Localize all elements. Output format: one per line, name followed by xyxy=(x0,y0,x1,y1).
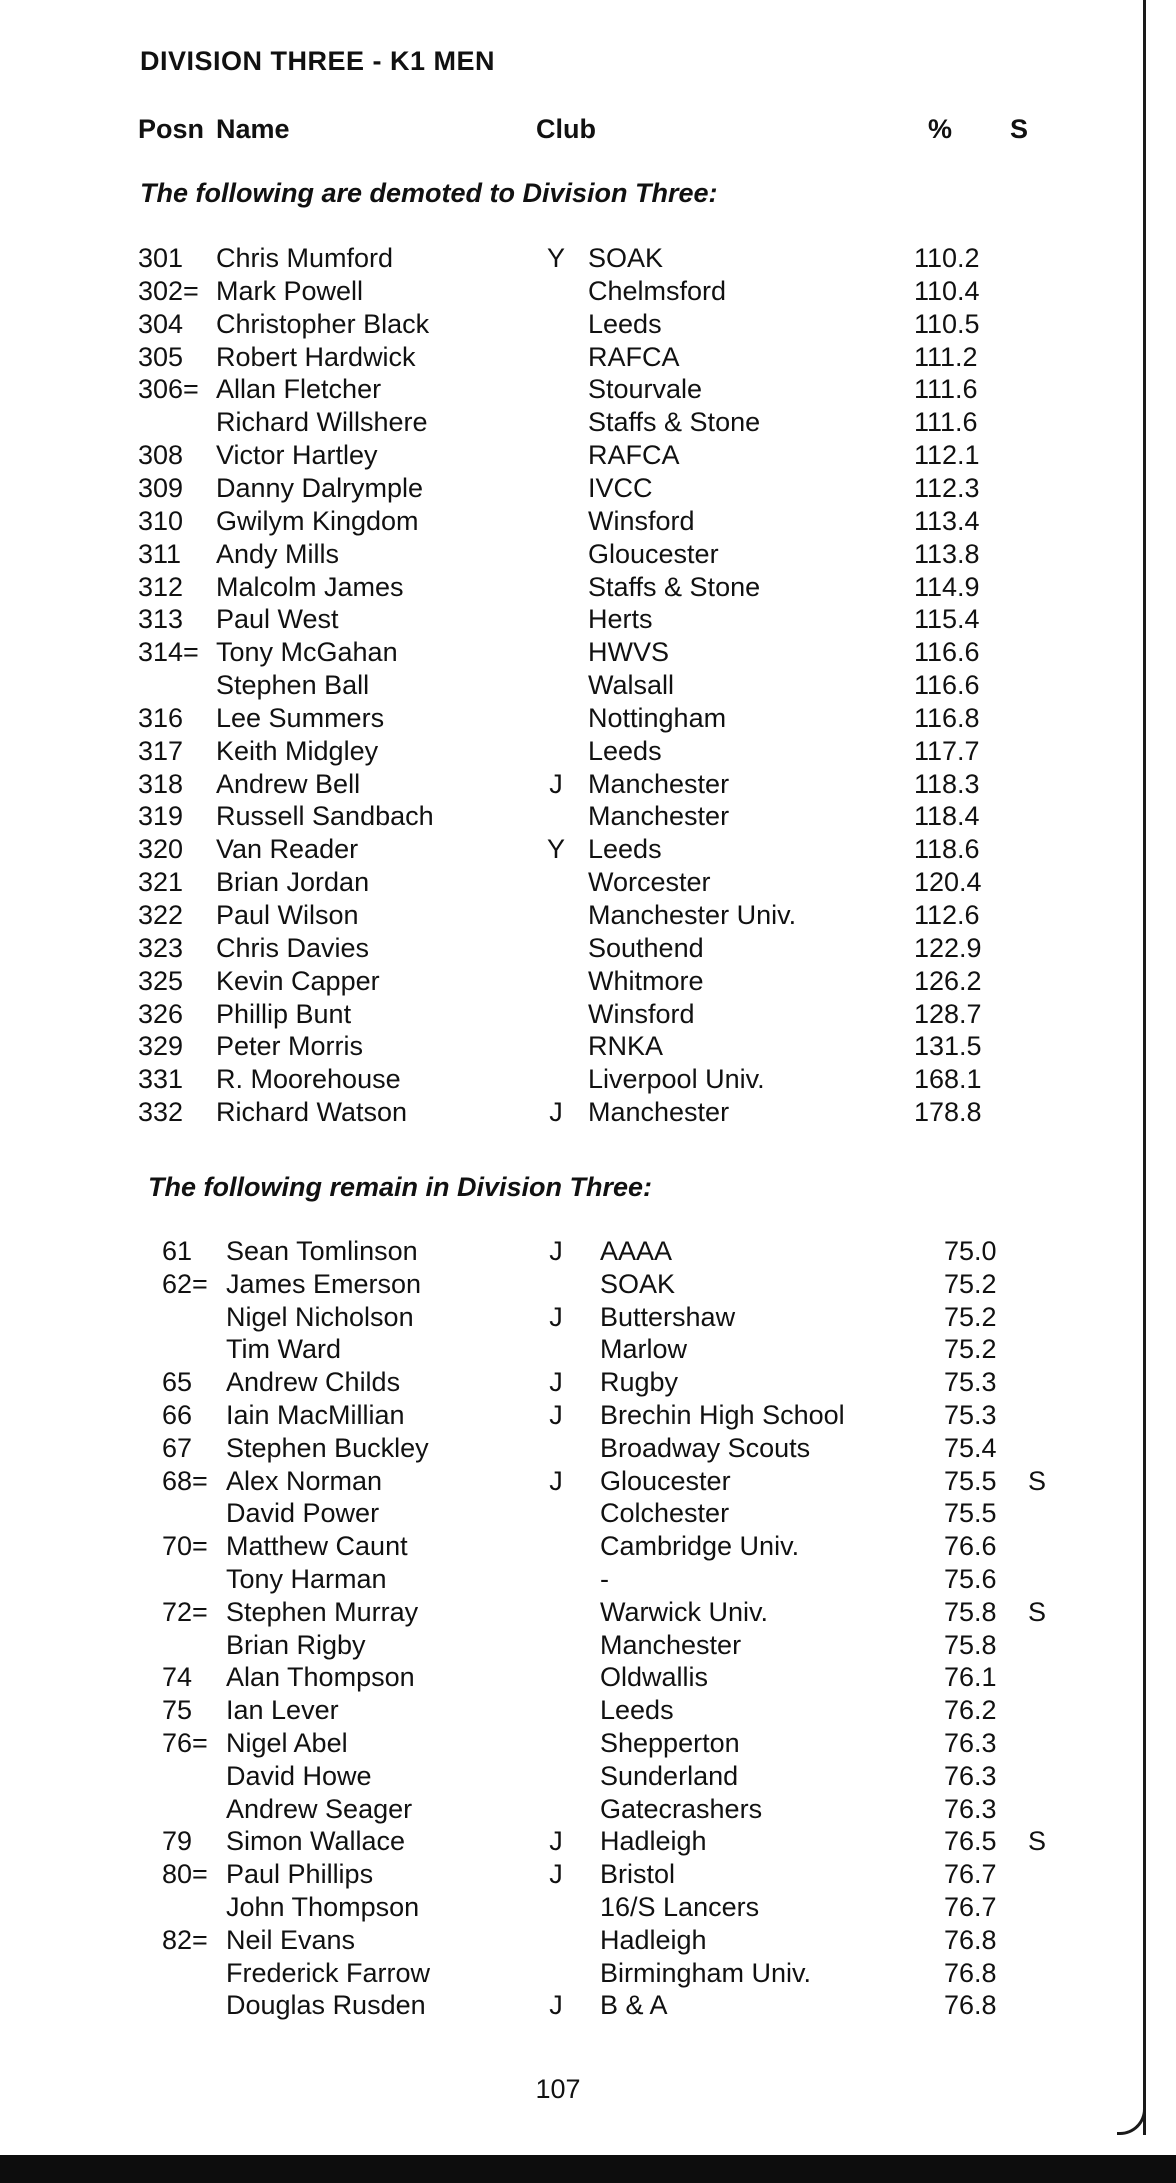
row-percent: 111.2 xyxy=(914,341,978,372)
table-row xyxy=(0,1530,1100,1563)
row-percent: 118.4 xyxy=(914,801,980,832)
table-row xyxy=(0,1563,1100,1596)
table-row xyxy=(0,866,1100,899)
row-position: 322 xyxy=(138,900,184,930)
row-club: RAFCA xyxy=(588,440,680,471)
row-name: Van Reader xyxy=(216,834,359,865)
row-name: Danny Dalrymple xyxy=(216,472,424,503)
row-percent: 75.4 xyxy=(944,1432,997,1463)
row-percent: 76.6 xyxy=(944,1531,997,1562)
row-position: 74 xyxy=(162,1662,193,1693)
row-name: Paul West xyxy=(216,604,339,635)
row-percent: 76.8 xyxy=(944,1990,997,2021)
row-club: Broadway Scouts xyxy=(600,1432,811,1463)
row-position: 311 xyxy=(138,538,182,569)
row-club: Brechin High School xyxy=(600,1400,845,1430)
section-demoted-label: The following are demoted to Division Three: xyxy=(140,178,718,208)
table-row xyxy=(0,1096,1100,1129)
row-name: Andy Mills xyxy=(216,538,340,569)
row-position: 321 xyxy=(138,867,184,898)
row-club: Birmingham Univ. xyxy=(600,1957,812,1988)
row-name: Neil Evans xyxy=(226,1924,356,1955)
row-percent: 75.2 xyxy=(944,1334,997,1365)
table-row xyxy=(0,242,1100,275)
row-name: Douglas Rusden xyxy=(226,1990,426,2021)
row-position: 80= xyxy=(162,1859,208,1890)
scan-bottom-border xyxy=(0,2155,1176,2183)
row-club: SOAK xyxy=(588,243,664,273)
row-club: Gatecrashers xyxy=(600,1793,763,1824)
row-percent: 116.6 xyxy=(914,637,980,668)
table-row xyxy=(0,1957,1100,1990)
table-row xyxy=(0,1760,1100,1793)
row-club: Nottingham xyxy=(588,702,727,733)
row-club: Winsford xyxy=(588,998,695,1029)
row-name: Malcolm James xyxy=(216,571,404,602)
row-name: Allan Fletcher xyxy=(216,374,382,405)
row-club: Colchester xyxy=(600,1498,730,1529)
row-position: 317 xyxy=(138,735,184,766)
row-name: Peter Morris xyxy=(216,1031,364,1062)
row-position: 332 xyxy=(138,1097,184,1128)
row-name: Chris Mumford xyxy=(216,243,394,273)
row-club: Buttershaw xyxy=(600,1301,736,1332)
row-position: 65 xyxy=(162,1367,193,1398)
row-position: 61 xyxy=(162,1236,193,1266)
section-remain-label: The following remain in Division Three: xyxy=(148,1172,653,1202)
row-club: RAFCA xyxy=(588,341,680,372)
row-name: R. Moorehouse xyxy=(216,1064,401,1095)
row-flag: Y xyxy=(546,834,565,865)
row-name: Tim Ward xyxy=(226,1334,341,1365)
row-percent: 112.6 xyxy=(914,900,980,930)
row-position: 62= xyxy=(162,1268,208,1299)
table-row xyxy=(0,800,1100,833)
row-name: Frederick Farrow xyxy=(226,1957,431,1988)
row-percent: 112.3 xyxy=(914,472,980,503)
row-club: Gloucester xyxy=(600,1465,731,1496)
row-club: Hadleigh xyxy=(600,1826,707,1857)
table-row xyxy=(0,1694,1100,1727)
table-row xyxy=(0,669,1100,702)
row-position: 325 xyxy=(138,965,184,996)
row-percent: 111.6 xyxy=(914,407,978,438)
row-percent: 76.2 xyxy=(944,1695,997,1726)
row-percent: 118.6 xyxy=(914,834,980,865)
row-name: Chris Davies xyxy=(216,932,370,963)
row-club: Gloucester xyxy=(588,538,719,569)
row-position: 305 xyxy=(138,341,184,372)
row-flag: J xyxy=(549,768,563,799)
row-club: Manchester xyxy=(588,768,730,799)
table-row xyxy=(0,571,1100,604)
row-flag: Y xyxy=(546,243,565,273)
row-club: Manchester xyxy=(588,801,730,832)
row-club: B & A xyxy=(600,1990,668,2021)
row-club: Chelmsford xyxy=(588,275,727,306)
row-club: RNKA xyxy=(588,1031,664,1062)
row-percent: 75.6 xyxy=(944,1564,997,1594)
table-row xyxy=(0,603,1100,636)
row-position: 312 xyxy=(138,571,184,602)
row-name: Nigel Nicholson xyxy=(226,1301,414,1332)
row-club: Leeds xyxy=(588,735,662,766)
row-flag: J xyxy=(549,1236,563,1266)
table-row xyxy=(0,308,1100,341)
table-row xyxy=(0,998,1100,1031)
table-row xyxy=(0,406,1100,439)
table-row xyxy=(0,1989,1100,2022)
row-flag: J xyxy=(549,1400,563,1430)
row-percent: 168.1 xyxy=(914,1064,982,1095)
row-name: Ian Lever xyxy=(226,1695,339,1726)
row-club: Oldwallis xyxy=(600,1662,709,1693)
row-percent: 76.3 xyxy=(944,1760,997,1791)
row-club: Herts xyxy=(588,604,653,635)
row-name: James Emerson xyxy=(226,1268,422,1299)
row-percent: 126.2 xyxy=(914,965,982,996)
row-name: Nigel Abel xyxy=(226,1728,348,1758)
header-club: Club xyxy=(536,114,596,144)
row-percent: 110.4 xyxy=(914,275,980,306)
header-percent: % xyxy=(928,114,953,144)
row-club: HWVS xyxy=(588,637,669,668)
row-percent: 113.4 xyxy=(914,505,980,536)
page-edge xyxy=(1143,0,1146,2135)
row-name: Andrew Seager xyxy=(226,1793,413,1824)
row-position: 76= xyxy=(162,1728,208,1758)
row-name: Keith Midgley xyxy=(216,735,379,766)
row-name: Sean Tomlinson xyxy=(226,1236,418,1266)
row-name: Stephen Murray xyxy=(226,1596,419,1627)
table-row xyxy=(0,538,1100,571)
row-flag: J xyxy=(549,1465,563,1496)
row-position: 70= xyxy=(162,1531,208,1562)
row-name: Paul Phillips xyxy=(226,1859,374,1890)
table-row xyxy=(0,1465,1100,1498)
row-position: 329 xyxy=(138,1031,184,1062)
row-name: Matthew Caunt xyxy=(226,1531,408,1562)
row-percent: 75.8 xyxy=(944,1596,997,1627)
row-position: 304 xyxy=(138,308,184,339)
row-position: 331 xyxy=(138,1064,184,1095)
row-name: Richard Willshere xyxy=(216,407,428,438)
row-club: SOAK xyxy=(600,1268,676,1299)
row-name: John Thompson xyxy=(226,1892,420,1922)
row-club: Staffs & Stone xyxy=(588,571,761,602)
row-position: 308 xyxy=(138,440,184,471)
table-row xyxy=(0,472,1100,505)
row-flag: J xyxy=(549,1826,563,1857)
row-name: Mark Powell xyxy=(216,275,364,306)
row-s-mark: S xyxy=(1028,1465,1047,1496)
table-row xyxy=(0,1629,1100,1662)
row-s-mark: S xyxy=(1028,1596,1047,1627)
table-row xyxy=(0,1301,1100,1334)
table-row xyxy=(0,1366,1100,1399)
table-row xyxy=(0,965,1100,998)
row-position: 326 xyxy=(138,998,184,1029)
row-percent: 76.3 xyxy=(944,1728,997,1758)
row-position: 318 xyxy=(138,768,184,799)
row-name: Paul Wilson xyxy=(216,900,359,930)
row-club: Manchester Univ. xyxy=(588,900,797,930)
row-position: 310 xyxy=(138,505,184,536)
table-row xyxy=(0,768,1100,801)
row-percent: 117.7 xyxy=(914,735,980,766)
row-name: Alan Thompson xyxy=(226,1662,415,1693)
row-club: Worcester xyxy=(588,867,711,898)
row-percent: 76.3 xyxy=(944,1793,997,1824)
header-posn: Posn xyxy=(138,114,205,144)
row-percent: 112.1 xyxy=(914,440,980,471)
row-position: 72= xyxy=(162,1596,208,1627)
table-row xyxy=(0,1924,1100,1957)
table-row xyxy=(0,1825,1100,1858)
row-position: 301 xyxy=(138,243,184,273)
table-row xyxy=(0,505,1100,538)
row-name: Tony Harman xyxy=(226,1564,387,1594)
row-flag: J xyxy=(549,1301,563,1332)
row-club: Manchester xyxy=(600,1629,742,1660)
row-name: Victor Hartley xyxy=(216,440,378,471)
row-name: Iain MacMillian xyxy=(226,1400,405,1430)
table-row xyxy=(0,373,1100,406)
row-percent: 75.0 xyxy=(944,1236,997,1266)
table-row xyxy=(0,1235,1100,1268)
table-row xyxy=(0,439,1100,472)
row-club: Staffs & Stone xyxy=(588,407,761,438)
row-name: Tony McGahan xyxy=(216,637,398,668)
row-club: Manchester xyxy=(588,1097,730,1128)
row-club: IVCC xyxy=(588,472,653,503)
table-row xyxy=(0,1727,1100,1760)
row-position: 313 xyxy=(138,604,184,635)
row-percent: 75.2 xyxy=(944,1268,997,1299)
row-position: 82= xyxy=(162,1924,208,1955)
row-name: Stephen Buckley xyxy=(226,1432,429,1463)
row-name: Phillip Bunt xyxy=(216,998,352,1029)
table-row xyxy=(0,932,1100,965)
row-club: Warwick Univ. xyxy=(600,1596,768,1627)
row-position: 302= xyxy=(138,275,199,306)
table-row xyxy=(0,1793,1100,1826)
row-percent: 75.2 xyxy=(944,1301,997,1332)
page-title: DIVISION THREE - K1 MEN xyxy=(140,46,496,76)
row-name: Robert Hardwick xyxy=(216,341,416,372)
row-club: Winsford xyxy=(588,505,695,536)
row-position: 319 xyxy=(138,801,184,832)
row-percent: 178.8 xyxy=(914,1097,982,1128)
row-position: 67 xyxy=(162,1432,193,1463)
row-s-mark: S xyxy=(1028,1826,1047,1857)
row-name: David Howe xyxy=(226,1760,372,1791)
row-percent: 76.7 xyxy=(944,1859,997,1890)
row-percent: 75.5 xyxy=(944,1498,997,1529)
row-percent: 115.4 xyxy=(914,604,980,635)
row-flag: J xyxy=(549,1859,563,1890)
row-percent: 76.1 xyxy=(944,1662,997,1693)
table-row xyxy=(0,1891,1100,1924)
row-position: 314= xyxy=(138,637,199,668)
table-row xyxy=(0,341,1100,374)
page-curl xyxy=(1117,2106,1146,2135)
table-row xyxy=(0,833,1100,866)
row-position: 79 xyxy=(162,1826,193,1857)
row-percent: 110.5 xyxy=(914,308,980,339)
row-percent: 76.8 xyxy=(944,1957,997,1988)
row-percent: 120.4 xyxy=(914,867,982,898)
row-flag: J xyxy=(549,1097,563,1128)
row-percent: 76.7 xyxy=(944,1892,997,1922)
row-percent: 110.2 xyxy=(914,243,980,273)
row-position: 306= xyxy=(138,374,199,405)
row-flag: J xyxy=(549,1990,563,2021)
row-club: Southend xyxy=(588,932,704,963)
row-club: AAAA xyxy=(600,1236,673,1266)
row-percent: 114.9 xyxy=(914,571,980,602)
row-club: Whitmore xyxy=(588,965,704,996)
page-number xyxy=(0,2074,1176,2105)
row-name: Richard Watson xyxy=(216,1097,408,1128)
row-club: Cambridge Univ. xyxy=(600,1531,800,1562)
row-club: Stourvale xyxy=(588,374,703,405)
table-row xyxy=(0,1399,1100,1432)
row-club: Liverpool Univ. xyxy=(588,1064,765,1095)
row-club: Rugby xyxy=(600,1367,679,1398)
row-percent: 118.3 xyxy=(914,768,980,799)
row-position: 66 xyxy=(162,1400,193,1430)
row-name: Kevin Capper xyxy=(216,965,380,996)
table-row xyxy=(0,275,1100,308)
table-row xyxy=(0,1063,1100,1096)
row-name: Alex Norman xyxy=(226,1465,383,1496)
row-name: Brian Jordan xyxy=(216,867,370,898)
table-row xyxy=(0,1432,1100,1465)
row-percent: 76.5 xyxy=(944,1826,997,1857)
row-club: Sunderland xyxy=(600,1760,739,1791)
row-percent: 75.3 xyxy=(944,1367,997,1398)
row-percent: 75.3 xyxy=(944,1400,997,1430)
header-s: S xyxy=(1010,114,1029,144)
table-row xyxy=(0,1596,1100,1629)
table-row xyxy=(0,702,1100,735)
row-percent: 113.8 xyxy=(914,538,980,569)
row-percent: 76.8 xyxy=(944,1924,997,1955)
row-club: Leeds xyxy=(588,308,662,339)
table-row xyxy=(0,1268,1100,1301)
page-number-text: 107 xyxy=(535,2074,581,2104)
row-name: Lee Summers xyxy=(216,702,385,733)
row-name: Simon Wallace xyxy=(226,1826,406,1857)
row-club: 16/S Lancers xyxy=(600,1892,760,1922)
row-percent: 111.6 xyxy=(914,374,978,405)
row-name: Andrew Childs xyxy=(226,1367,401,1398)
row-position: 316 xyxy=(138,702,184,733)
row-percent: 122.9 xyxy=(914,932,982,963)
table-row xyxy=(0,1333,1100,1366)
row-club: Leeds xyxy=(588,834,662,865)
row-percent: 116.8 xyxy=(914,702,980,733)
row-position: 320 xyxy=(138,834,184,865)
row-flag: J xyxy=(549,1367,563,1398)
row-position: 323 xyxy=(138,932,184,963)
row-position: 68= xyxy=(162,1465,208,1496)
row-name: Stephen Ball xyxy=(216,670,370,701)
row-club: Marlow xyxy=(600,1334,688,1365)
row-position: 309 xyxy=(138,472,184,503)
table-row xyxy=(0,1497,1100,1530)
table-row xyxy=(0,636,1100,669)
row-percent: 75.5 xyxy=(944,1465,997,1496)
table-row xyxy=(0,735,1100,768)
row-club: Hadleigh xyxy=(600,1924,707,1955)
row-percent: 116.6 xyxy=(914,670,980,701)
row-name: David Power xyxy=(226,1498,380,1529)
row-percent: 131.5 xyxy=(914,1031,982,1062)
row-club: Walsall xyxy=(588,670,675,701)
table-row xyxy=(0,899,1100,932)
table-row xyxy=(0,1030,1100,1063)
row-percent: 75.8 xyxy=(944,1629,997,1660)
row-name: Russell Sandbach xyxy=(216,801,434,832)
row-name: Gwilym Kingdom xyxy=(216,505,419,536)
row-name: Christopher Black xyxy=(216,308,430,339)
header-name: Name xyxy=(216,114,290,144)
row-position: 75 xyxy=(162,1695,193,1726)
row-club: Leeds xyxy=(600,1695,674,1726)
row-percent: 128.7 xyxy=(914,998,982,1029)
row-club: - xyxy=(600,1564,609,1594)
row-name: Andrew Bell xyxy=(216,768,361,799)
row-name: Brian Rigby xyxy=(226,1629,366,1660)
row-club: Shepperton xyxy=(600,1728,740,1758)
table-row xyxy=(0,1858,1100,1891)
table-row xyxy=(0,1661,1100,1694)
row-club: Bristol xyxy=(600,1859,676,1890)
